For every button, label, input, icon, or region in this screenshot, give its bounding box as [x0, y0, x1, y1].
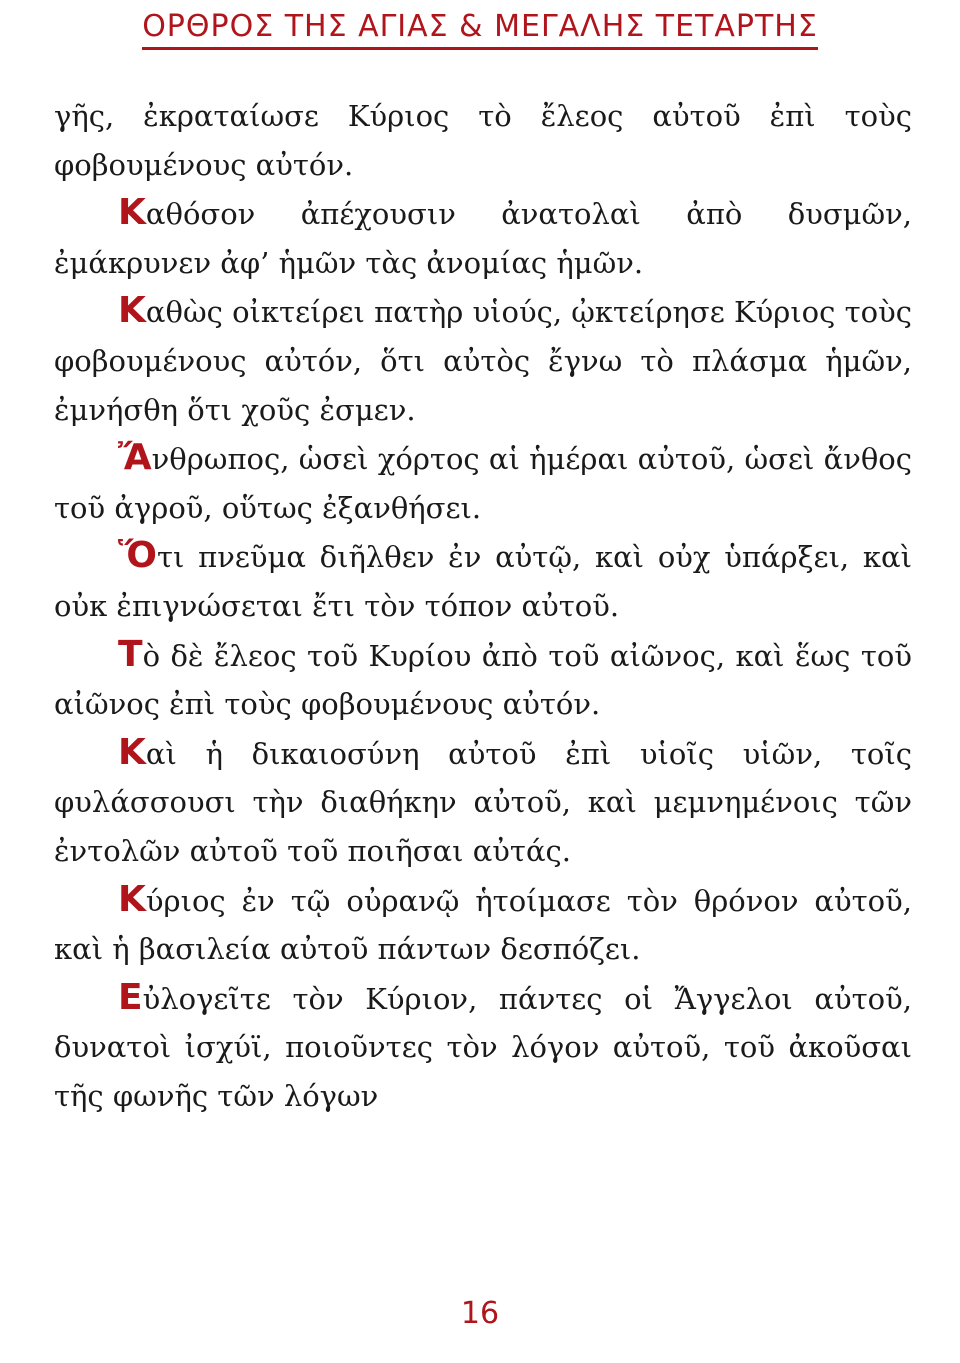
paragraph-text: ὐλογεῖτε τὸν Κύριον, πάντες οἱ Ἄγγελοι αὐτοῦ, δυνατοὶ ἰσχύϊ, ποιοῦντες τὸν λόγον αὐτοῦ, τοῦ ἀκοῦσαι τῆς φωνῆς τῶν λόγων [54, 981, 912, 1113]
paragraph-text: αθὼς οἰκτείρει πατὴρ υἱούς, ᾠκτείρησε Κύριος τοὺς φοβουμένους αὐτόν, ὅτι αὐτὸς ἔγνω τὸ πλάσμα ἡμῶν, ἐμνήσθη ὅτι χοῦς ἐσμεν. [54, 295, 912, 427]
page-header [0, 8, 960, 50]
paragraph-4 [54, 434, 912, 532]
page-title: ΟΡΘΡΟΣ ΤΗΣ ΑΓΙΑΣ & ΜΕΓΑΛΗΣ ΤΕΤΑΡΤΗΣ [142, 8, 818, 50]
paragraph-text: ύριος ἐν τῷ οὐρανῷ ἡτοίμασε τὸν θρόνον αὐτοῦ, καὶ ἡ βασιλεία αὐτοῦ πάντων δεσπόζει. [54, 883, 912, 967]
drop-initial: Κ [118, 878, 146, 920]
drop-initial: Ε [118, 976, 143, 1018]
paragraph-1 [54, 91, 912, 189]
page-number: 16 [460, 1296, 500, 1331]
paragraph-text: νθρωπος, ὡσεὶ χόρτος αἱ ἡμέραι αὐτοῦ, ὡσεὶ ἄνθος τοῦ ἀγροῦ, οὕτως ἐξανθήσει. [54, 442, 912, 525]
paragraph-text: γῆς, ἐκραταίωσε Κύριος τὸ ἔλεος αὐτοῦ ἐπὶ τοὺς φοβουμένους αὐτόν. [54, 99, 912, 182]
paragraph-2 [54, 189, 912, 287]
drop-initial: Ἄ [118, 437, 152, 479]
drop-initial: Τ [118, 633, 143, 675]
paragraph-3 [54, 287, 912, 434]
paragraph-7 [54, 729, 912, 876]
drop-initial: Κ [118, 731, 146, 773]
paragraph-text: αὶ ἡ δικαιοσύνη αὐτοῦ ἐπὶ υἱοῖς υἱῶν, τοῖς φυλάσσουσι τὴν διαθήκην αὐτοῦ, καὶ μεμνημένοις τῶν ἐντολῶν αὐτοῦ τοῦ ποιῆσαι αὐτάς. [54, 736, 912, 868]
paragraph-8 [54, 876, 912, 974]
paragraph-9 [54, 974, 912, 1121]
page-body [54, 91, 912, 1120]
paragraph-text: τι πνεῦμα διῆλθεν ἐν αὐτῷ, καὶ οὐχ ὑπάρξει, καὶ οὐκ ἐπιγνώσεται ἔτι τὸν τόπον αὐτοῦ. [54, 540, 912, 623]
paragraph-text: ὸ δὲ ἔλεος τοῦ Κυρίου ἀπὸ τοῦ αἰῶνος, καὶ ἕως τοῦ αἰῶνος ἐπὶ τοὺς φοβουμένους αὐτόν. [54, 638, 912, 722]
drop-initial: Ὅ [118, 535, 157, 577]
drop-initial: Κ [118, 192, 146, 234]
paragraph-5 [54, 532, 912, 630]
drop-initial: Κ [118, 290, 146, 332]
paragraph-text: αθόσον ἀπέχουσιν ἀνατολαὶ ἀπὸ δυσμῶν, ἐμάκρυνεν ἀφ’ ἡμῶν τὰς ἀνομίας ἡμῶν. [54, 197, 912, 280]
paragraph-6 [54, 631, 912, 729]
